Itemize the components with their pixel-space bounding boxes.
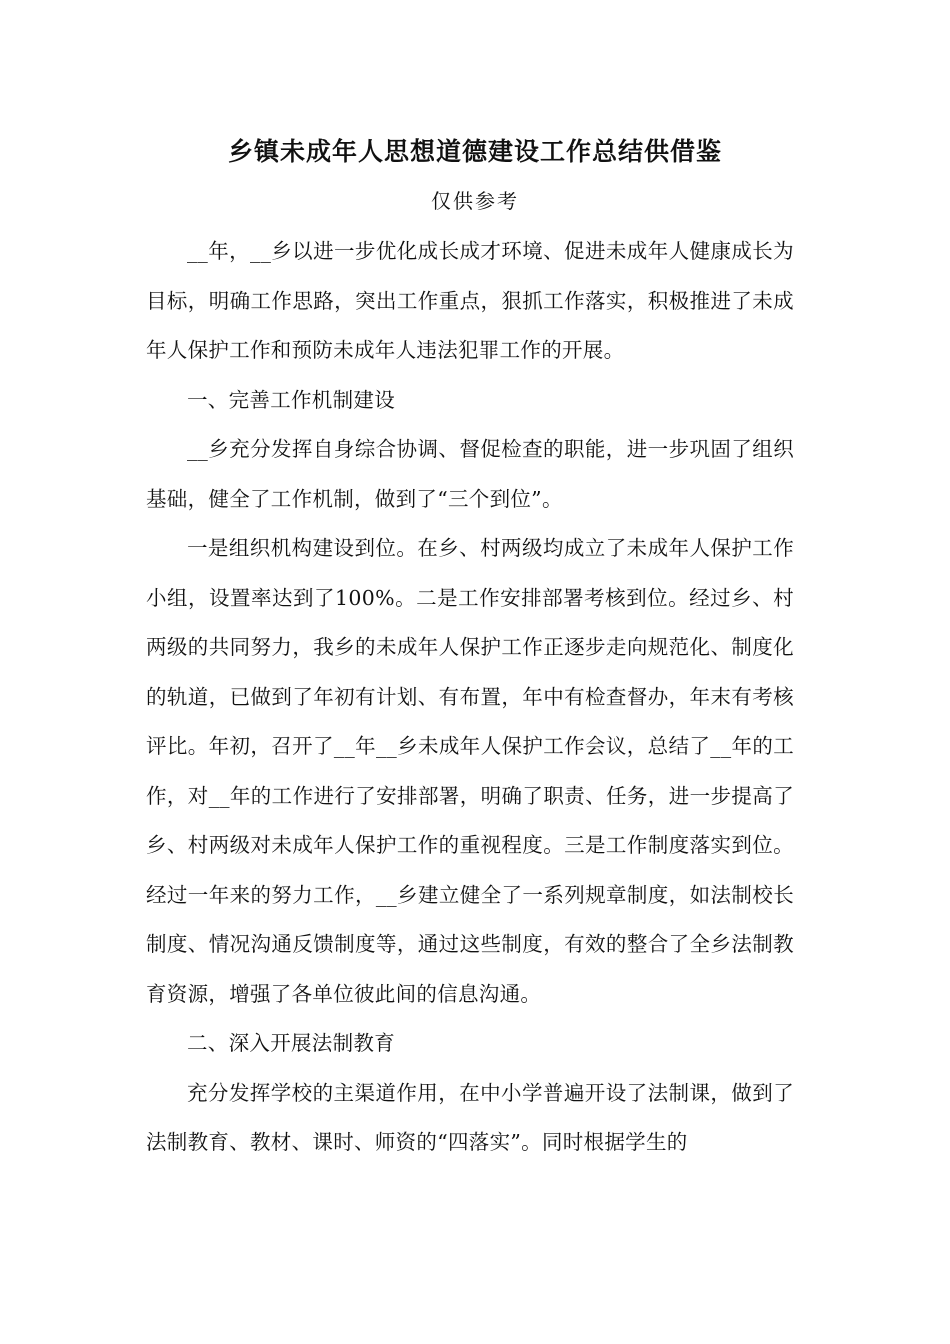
- document-title: 乡镇未成年人思想道德建设工作总结供借鉴: [227, 137, 722, 166]
- paragraph-three-in-place: 一是组织机构建设到位。在乡、村两级均成立了未成年人保护工作小组，设置率达到了100%。二是工作安排部署考核到位。经过乡、村两级的共同努力，我乡的未成年人保护工作正逐步走向规范化、制度化的轨道，已做到了年初有计划、有布置，年中有检查督办，年末有考核评比。年初，召开了__年__乡未成年人保护工作会议，总结了__年的工作，对__年的工作进行了安排部署，明确了职责、任务，进一步提高了乡、村两级对未成年人保护工作的重视程度。三是工作制度落实到位。经过一年来的努力工作，__乡建立健全了一系列规章制度，如法制校长制度、情况沟通反馈制度等，通过这些制度，有效的整合了全乡法制教育资源，增强了各单位彼此间的信息沟通。: [146, 536, 794, 1006]
- paragraph-intro: __年，__乡以进一步优化成长成才环境、促进未成年人健康成长为目标，明确工作思路，突出工作重点，狠抓工作落实，积极推进了未成年人保护工作和预防未成年人违法犯罪工作的开展。: [146, 239, 794, 362]
- section-heading-1: 一、完善工作机制建设: [187, 387, 395, 412]
- paragraph-mechanism: __乡充分发挥自身综合协调、督促检查的职能，进一步巩固了组织基础，健全了工作机制，做到了“三个到位”。: [146, 437, 794, 511]
- paragraph-legal-education: 充分发挥学校的主渠道作用，在中小学普遍开设了法制课，做到了法制教育、教材、课时、师资的“四落实”。同时根据学生的: [146, 1080, 794, 1154]
- document-subtitle: 仅供参考: [431, 189, 519, 213]
- section-heading-2: 二、深入开展法制教育: [187, 1031, 395, 1055]
- document-body: [146, 227, 794, 1168]
